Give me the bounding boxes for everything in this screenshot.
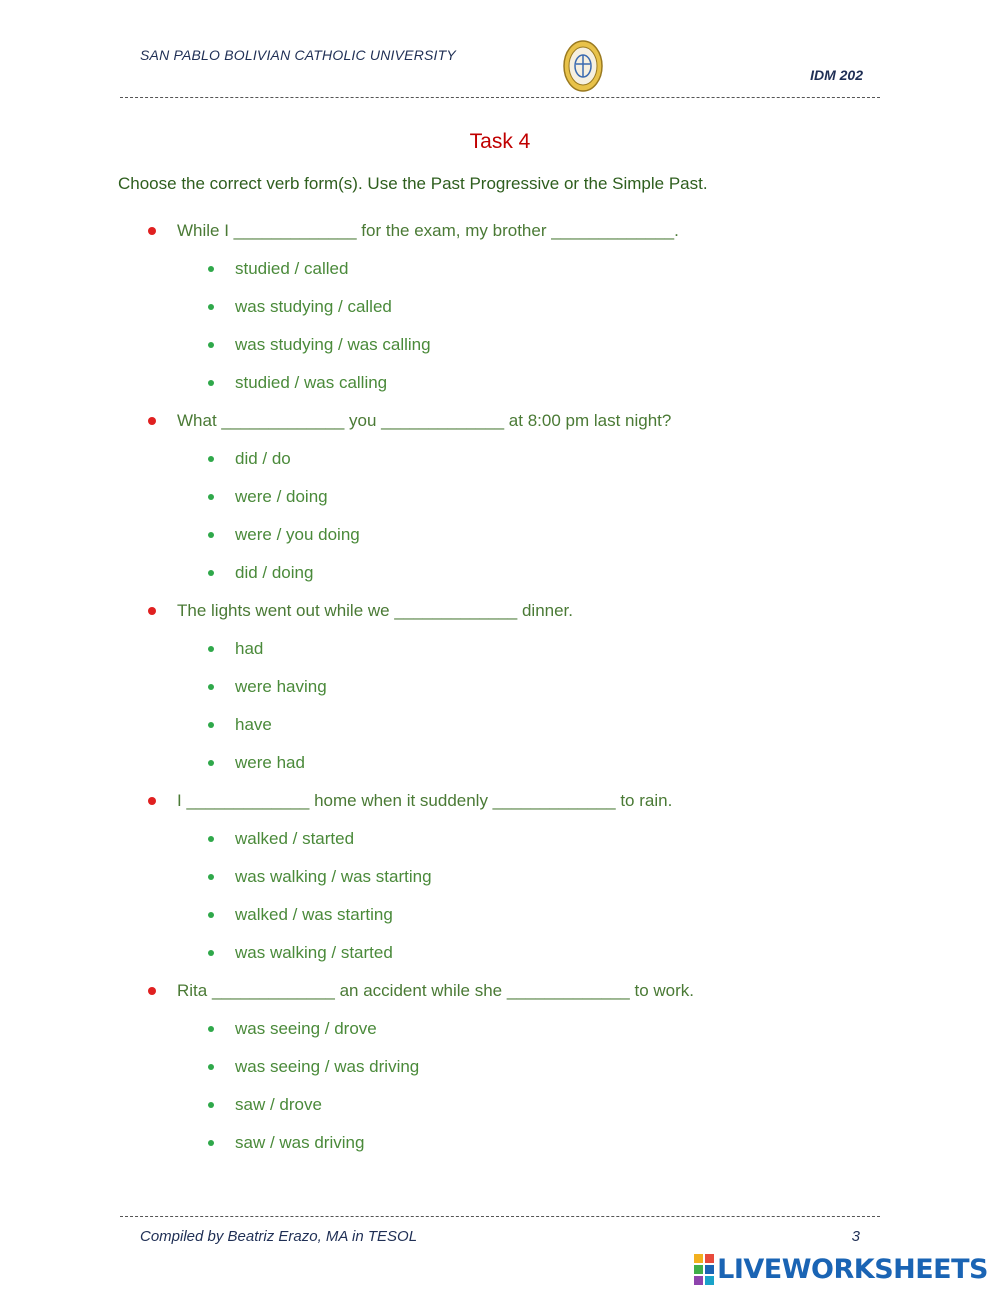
question-prompt-row	[140, 402, 900, 440]
answer-option[interactable]	[140, 478, 900, 516]
bullet-icon	[208, 266, 214, 272]
course-code: IDM 202	[810, 67, 863, 83]
answer-option-label: was studying / was calling	[235, 335, 431, 354]
question-list	[140, 212, 900, 1162]
answer-option[interactable]	[140, 364, 900, 402]
question-item-3	[140, 592, 900, 782]
university-seal-icon	[562, 39, 604, 93]
bullet-icon	[208, 494, 214, 500]
answer-option[interactable]	[140, 516, 900, 554]
question-prompt: The lights went out while we _____________ dinner.	[177, 601, 574, 620]
header-divider	[120, 97, 880, 98]
bullet-icon	[208, 912, 214, 918]
answer-option[interactable]	[140, 288, 900, 326]
answer-option-label: have	[235, 715, 272, 734]
task-title: Task 4	[469, 130, 531, 153]
answer-option-label: had	[235, 639, 264, 658]
answer-option[interactable]	[140, 440, 900, 478]
bullet-icon	[208, 1102, 214, 1108]
bullet-icon	[208, 570, 214, 576]
page-number: 3	[851, 1228, 860, 1245]
answer-option-label: was seeing / drove	[235, 1019, 377, 1038]
bullet-icon	[208, 304, 214, 310]
answer-option[interactable]	[140, 1048, 900, 1086]
answer-option[interactable]	[140, 820, 900, 858]
bullet-icon	[208, 646, 214, 652]
answer-option[interactable]	[140, 1010, 900, 1048]
footer-divider	[120, 1216, 880, 1217]
bullet-icon	[208, 1026, 214, 1032]
question-prompt: What _____________ you _____________ at 8:00 pm last night?	[177, 411, 672, 430]
bullet-icon	[208, 760, 214, 766]
bullet-icon	[208, 684, 214, 690]
bullet-icon	[148, 227, 156, 235]
answer-option[interactable]	[140, 1124, 900, 1162]
answer-option-label: was walking / was starting	[235, 867, 432, 886]
answer-option-label: was seeing / was driving	[235, 1057, 420, 1076]
answer-option-label: studied / was calling	[235, 373, 388, 392]
answer-option-label: was studying / called	[235, 297, 392, 316]
answer-option[interactable]	[140, 554, 900, 592]
answer-option-label: were / doing	[235, 487, 328, 506]
answer-option[interactable]	[140, 858, 900, 896]
question-prompt: While I _____________ for the exam, my brother _____________.	[177, 221, 679, 240]
answer-option-label: saw / drove	[235, 1095, 322, 1114]
bullet-icon	[208, 1064, 214, 1070]
task-instructions: Choose the correct verb form(s). Use the Past Progressive or the Simple Past.	[118, 174, 708, 193]
bullet-icon	[208, 950, 214, 956]
answer-option-label: was walking / started	[235, 943, 393, 962]
liveworksheets-wordmark: LIVEWORKSHEETS	[717, 1253, 988, 1285]
liveworksheets-logo	[694, 1252, 988, 1286]
answer-option[interactable]	[140, 630, 900, 668]
question-item-5	[140, 972, 900, 1162]
question-item-4	[140, 782, 900, 972]
bullet-icon	[208, 532, 214, 538]
university-name: SAN PABLO BOLIVIAN CATHOLIC UNIVERSITY	[140, 47, 456, 63]
question-item-1	[140, 212, 900, 402]
answer-option-label: were / you doing	[235, 525, 360, 544]
bullet-icon	[208, 836, 214, 842]
question-prompt: Rita _____________ an accident while she _____________ to work.	[177, 981, 695, 1000]
answer-options	[140, 820, 900, 972]
answer-option-label: walked / was starting	[235, 905, 393, 924]
answer-option-label: studied / called	[235, 259, 349, 278]
question-prompt-row	[140, 592, 900, 630]
question-item-2	[140, 402, 900, 592]
bullet-icon	[148, 797, 156, 805]
answer-option[interactable]	[140, 326, 900, 364]
liveworksheets-squares-icon	[694, 1254, 714, 1285]
answer-options	[140, 250, 900, 402]
answer-options	[140, 440, 900, 592]
answer-option-label: were having	[235, 677, 327, 696]
bullet-icon	[208, 342, 214, 348]
answer-option-label: saw / was driving	[235, 1133, 365, 1152]
bullet-icon	[148, 607, 156, 615]
answer-option-label: walked / started	[235, 829, 355, 848]
answer-option-label: did / doing	[235, 563, 314, 582]
bullet-icon	[148, 417, 156, 425]
answer-option-label: were had	[235, 753, 305, 772]
bullet-icon	[208, 874, 214, 880]
answer-option[interactable]	[140, 250, 900, 288]
bullet-icon	[208, 456, 214, 462]
bullet-icon	[208, 722, 214, 728]
answer-option[interactable]	[140, 934, 900, 972]
compiled-by: Compiled by Beatriz Erazo, MA in TESOL	[140, 1228, 418, 1245]
answer-option[interactable]	[140, 1086, 900, 1124]
answer-option[interactable]	[140, 668, 900, 706]
answer-option-label: did / do	[235, 449, 291, 468]
answer-option[interactable]	[140, 744, 900, 782]
question-prompt-row	[140, 972, 900, 1010]
bullet-icon	[208, 380, 214, 386]
question-prompt-row	[140, 212, 900, 250]
question-prompt-row	[140, 782, 900, 820]
answer-options	[140, 630, 900, 782]
answer-options	[140, 1010, 900, 1162]
answer-option[interactable]	[140, 896, 900, 934]
question-prompt: I _____________ home when it suddenly _____________ to rain.	[177, 791, 673, 810]
bullet-icon	[148, 987, 156, 995]
bullet-icon	[208, 1140, 214, 1146]
answer-option[interactable]	[140, 706, 900, 744]
